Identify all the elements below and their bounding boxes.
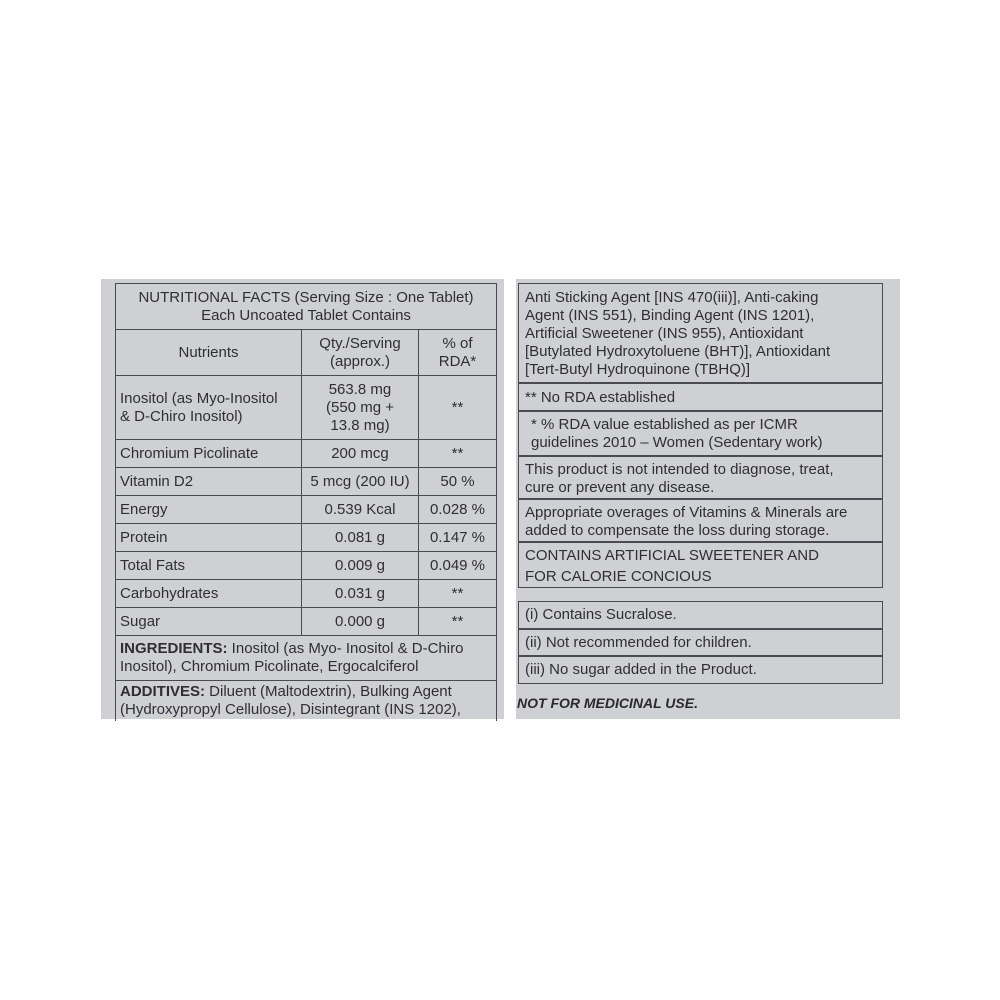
ingredients-line2: Inositol), Chromium Picolinate, Ergocalciferol [120,658,419,675]
nutrient-qty: 0.031 g [302,580,419,608]
nutrient-qty: 0.009 g [302,552,419,580]
table-row [116,608,497,636]
nutrient-name: Chromium Picolinate [116,440,302,468]
header-rda-line2: RDA* [438,352,477,370]
additives-row [116,681,497,721]
ingredients-label: INGREDIENTS: [120,640,228,657]
rda-note-box [518,411,883,456]
disclaimer-line: This product is not intended to diagnose, treat, [525,461,834,478]
table-row [116,524,497,552]
nutrient-rda: 50 % [419,468,497,496]
column-divider [504,279,516,719]
table-row [116,468,497,496]
nutrient-qty: 200 mcg [302,440,419,468]
additives-continued-box [518,283,883,383]
label-panel [101,279,900,719]
nutrient-rda: ** [419,376,497,440]
additives-cont-line: Anti Sticking Agent [INS 470(iii)], Anti-caking [525,289,819,306]
additives-cell [116,681,497,721]
nutrition-title: NUTRITIONAL FACTS (Serving Size : One Tablet) [138,288,474,306]
rda-note-line: * % RDA value established as per ICMR [531,416,798,433]
ingredients-row [116,636,497,681]
nutrient-qty [302,376,419,440]
header-qty-line1: Qty./Serving [319,334,401,352]
nutrient-qty: 0.539 Kcal [302,496,419,524]
nutrition-title-cell [116,284,497,330]
header-qty-line2: (approx.) [329,352,391,370]
header-qty [302,330,419,376]
nutrition-title-row [116,284,497,330]
ingredients-line1: Inositol (as Myo- Inositol & D-Chiro [227,640,464,657]
header-rda [419,330,497,376]
note-box-sucralose [518,601,883,629]
nutrient-name-line1: Inositol (as Myo-Inositol [120,389,278,407]
sweetener-warning-line: CONTAINS ARTIFICIAL SWEETENER AND [525,547,819,564]
nutrient-qty-line3: 13.8 mg) [330,416,390,434]
note-no-sugar: (iii) No sugar added in the Product. [525,661,757,678]
note-box-children [518,629,883,656]
overages-box [518,499,883,542]
disclaimer-line: cure or prevent any disease. [525,479,715,496]
nutrient-name [116,376,302,440]
disclaimer-box [518,456,883,499]
additives-cont-line: Artificial Sweetener (INS 955), Antioxidant [525,325,804,342]
nutrient-rda: ** [419,608,497,636]
additives-cont-line: [Butylated Hydroxytoluene (BHT)], Antioxidant [525,343,831,360]
no-rda-note: ** No RDA established [525,389,676,406]
nutrient-rda: 0.028 % [419,496,497,524]
nutrient-rda: 0.049 % [419,552,497,580]
table-row [116,552,497,580]
overages-line: added to compensate the loss during storage. [525,522,830,539]
additives-line2: (Hydroxypropyl Cellulose), Disintegrant (INS 1202), [120,701,461,718]
table-row [116,580,497,608]
nutrient-name-line2: & D-Chiro Inositol) [120,407,243,425]
table-row [116,496,497,524]
no-rda-box [518,383,883,411]
nutrient-name: Vitamin D2 [116,468,302,496]
nutrient-name: Sugar [116,608,302,636]
nutrient-rda: ** [419,440,497,468]
header-rda-line1: % of [442,334,473,352]
overages-line: Appropriate overages of Vitamins & Minerals are [525,504,848,521]
rda-note-line: guidelines 2010 – Women (Sedentary work) [531,434,823,451]
nutrient-qty-line1: 563.8 mg [328,380,392,398]
nutrition-subtitle: Each Uncoated Tablet Contains [201,306,411,324]
nutrient-name: Protein [116,524,302,552]
nutrient-qty-line2: (550 mg + [326,398,394,416]
additives-label: ADDITIVES: [120,683,206,700]
table-row [116,440,497,468]
sweetener-warning-box [518,542,883,588]
additives-cont-line: [Tert-Butyl Hydroquinone (TBHQ)] [525,361,751,378]
header-nutrients: Nutrients [116,330,302,376]
nutrient-rda: ** [419,580,497,608]
table-row [116,376,497,440]
nutrient-name: Total Fats [116,552,302,580]
note-sucralose: (i) Contains Sucralose. [525,606,677,623]
nutrient-qty: 0.000 g [302,608,419,636]
nutrient-rda: 0.147 % [419,524,497,552]
nutrition-table [115,283,497,721]
not-for-medicinal-use: NOT FOR MEDICINAL USE. [517,695,698,711]
nutrient-name: Energy [116,496,302,524]
sweetener-warning-line: FOR CALORIE CONCIOUS [525,568,712,585]
additives-line1: Diluent (Maltodextrin), Bulking Agent [205,683,452,700]
additives-cont-line: Agent (INS 551), Binding Agent (INS 1201), [525,307,815,324]
nutrient-qty: 5 mcg (200 IU) [302,468,419,496]
nutrient-name: Carbohydrates [116,580,302,608]
note-children: (ii) Not recommended for children. [525,634,752,651]
ingredients-cell [116,636,497,681]
nutrition-header-row [116,330,497,376]
nutrient-qty: 0.081 g [302,524,419,552]
note-box-no-sugar [518,656,883,684]
